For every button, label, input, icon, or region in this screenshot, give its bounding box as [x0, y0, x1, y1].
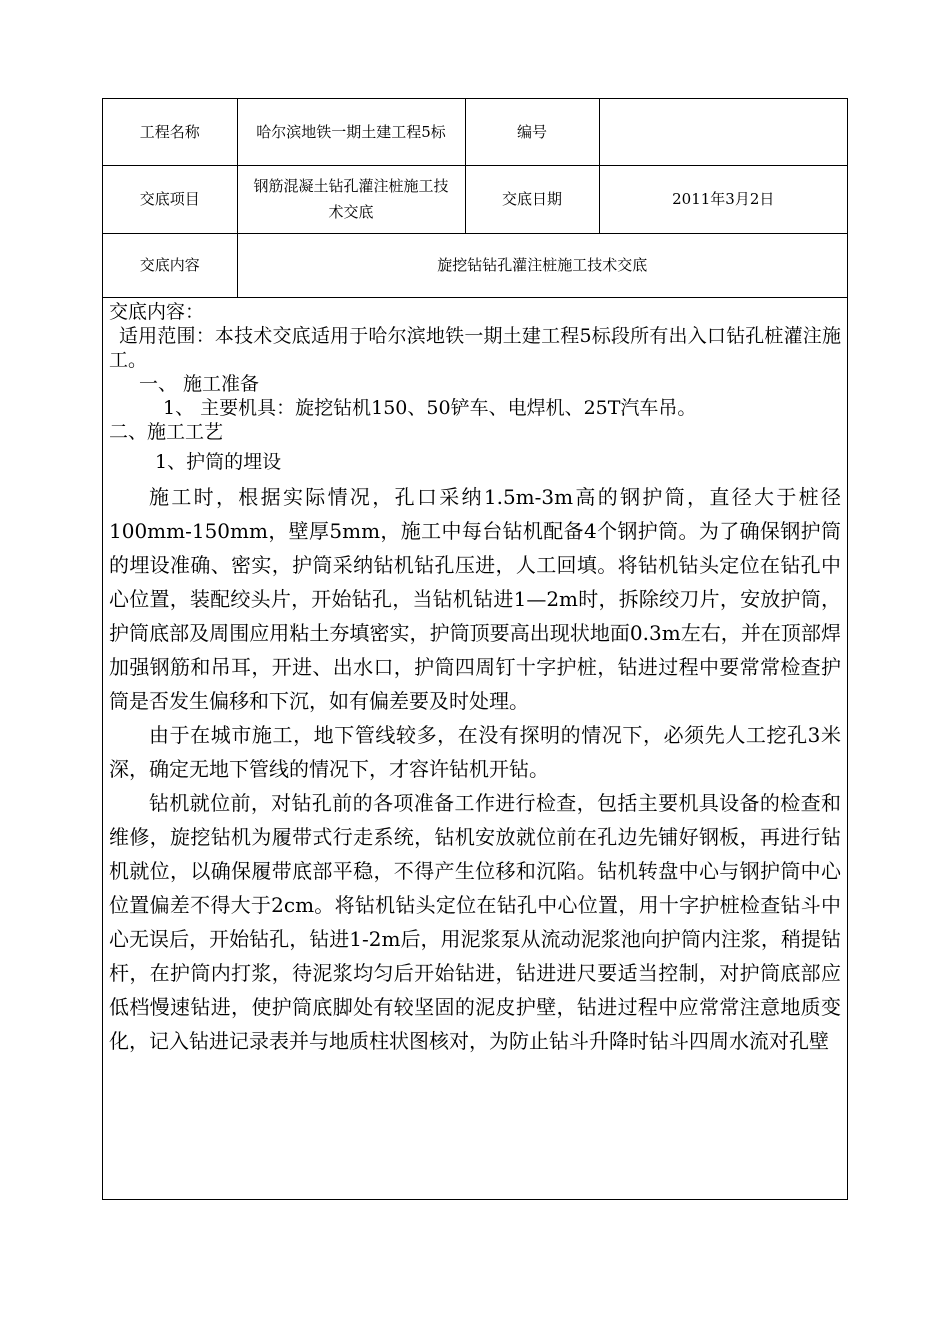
section-preparation: 一、 施工准备 [139, 372, 260, 395]
body-content [103, 298, 847, 1058]
header-row-item [103, 165, 847, 233]
briefing-content-value: 旋挖钻钻孔灌注桩施工技术交底 [237, 233, 847, 297]
briefing-date-label: 交底日期 [465, 165, 599, 233]
paragraph-pipelines: 由于在城市施工，地下管线较多，在没有探明的情况下，必须先人工挖孔3米深，确定无地下管线的情况下，才容许钻机开钻。 [109, 722, 841, 781]
header-row-project [103, 99, 847, 165]
document-frame [102, 98, 848, 1200]
briefing-date-value: 2011年3月2日 [599, 165, 847, 233]
content-heading: 交底内容： [109, 300, 205, 323]
subsection-casing: 1、护筒的埋设 [155, 450, 282, 473]
briefing-content-label: 交底内容 [103, 233, 237, 297]
header-table [103, 99, 847, 298]
paragraph-casing: 施工时，根据实际情况，孔口采纳1.5m-3m高的钢护筒，直径大于桩径100mm-150mm，壁厚5mm，施工中每台钻机配备4个钢护筒。为了确保钢护筒的埋设准确、密实，护筒采纳钻机钻孔压进，人工回填。将钻机钻头定位在钻孔中心位置，装配绞头片，开始钻孔，当钻机钻进1—2m时，拆除绞刀片，安放护筒，护筒底部及周围应用粘土夯填密实，护筒顶要高出现状地面0.3m左右，并在顶部焊加强钢筋和吊耳，开进、出水口，护筒四周钉十字护桩，钻进过程中要常常检查护筒是否发生偏移和下沉，如有偏差要及时处理。 [109, 484, 841, 713]
scope-paragraph: 适用范围：本技术交底适用于哈尔滨地铁一期土建工程5标段所有出入口钻孔桩灌注施工。 [109, 324, 841, 371]
serial-number-label: 编号 [465, 99, 599, 165]
briefing-item-value: 钢筋混凝土钻孔灌注桩施工技术交底 [237, 165, 465, 233]
project-name-value: 哈尔滨地铁一期土建工程5标 [237, 99, 465, 165]
project-name-label: 工程名称 [103, 99, 237, 165]
serial-number-value [599, 99, 847, 165]
briefing-item-label: 交底项目 [103, 165, 237, 233]
section-process: 二、施工工艺 [109, 420, 224, 443]
paragraph-drill-positioning: 钻机就位前，对钻孔前的各项准备工作进行检查，包括主要机具设备的检查和维修，旋挖钻机为履带式行走系统，钻机安放就位前在孔边先铺好钢板，再进行钻机就位，以确保履带底部平稳，不得产生位移和沉陷。钻机转盘中心与钢护筒中心位置偏差不得大于2cm。将钻机钻头定位在钻孔中心位置，用十字护桩检查钻斗中心无误后，开始钻孔，钻进1-2m后，用泥浆泵从流动泥浆池向护筒内注浆，稍提钻杆，在护筒内打浆，待泥浆均匀后开始钻进，钻进进尺要适当控制，对护筒底部应低档慢速钻进，使护筒底脚处有较坚固的泥皮护壁，钻进过程中应常常注意地质变化，记入钻进记录表并与地质柱状图核对，为防止钻斗升降时钻斗四周水流对孔壁 [109, 790, 841, 1053]
header-row-content [103, 233, 847, 297]
equipment-item: 1、 主要机具：旋挖钻机150、50铲车、电焊机、25T汽车吊。 [163, 396, 697, 419]
